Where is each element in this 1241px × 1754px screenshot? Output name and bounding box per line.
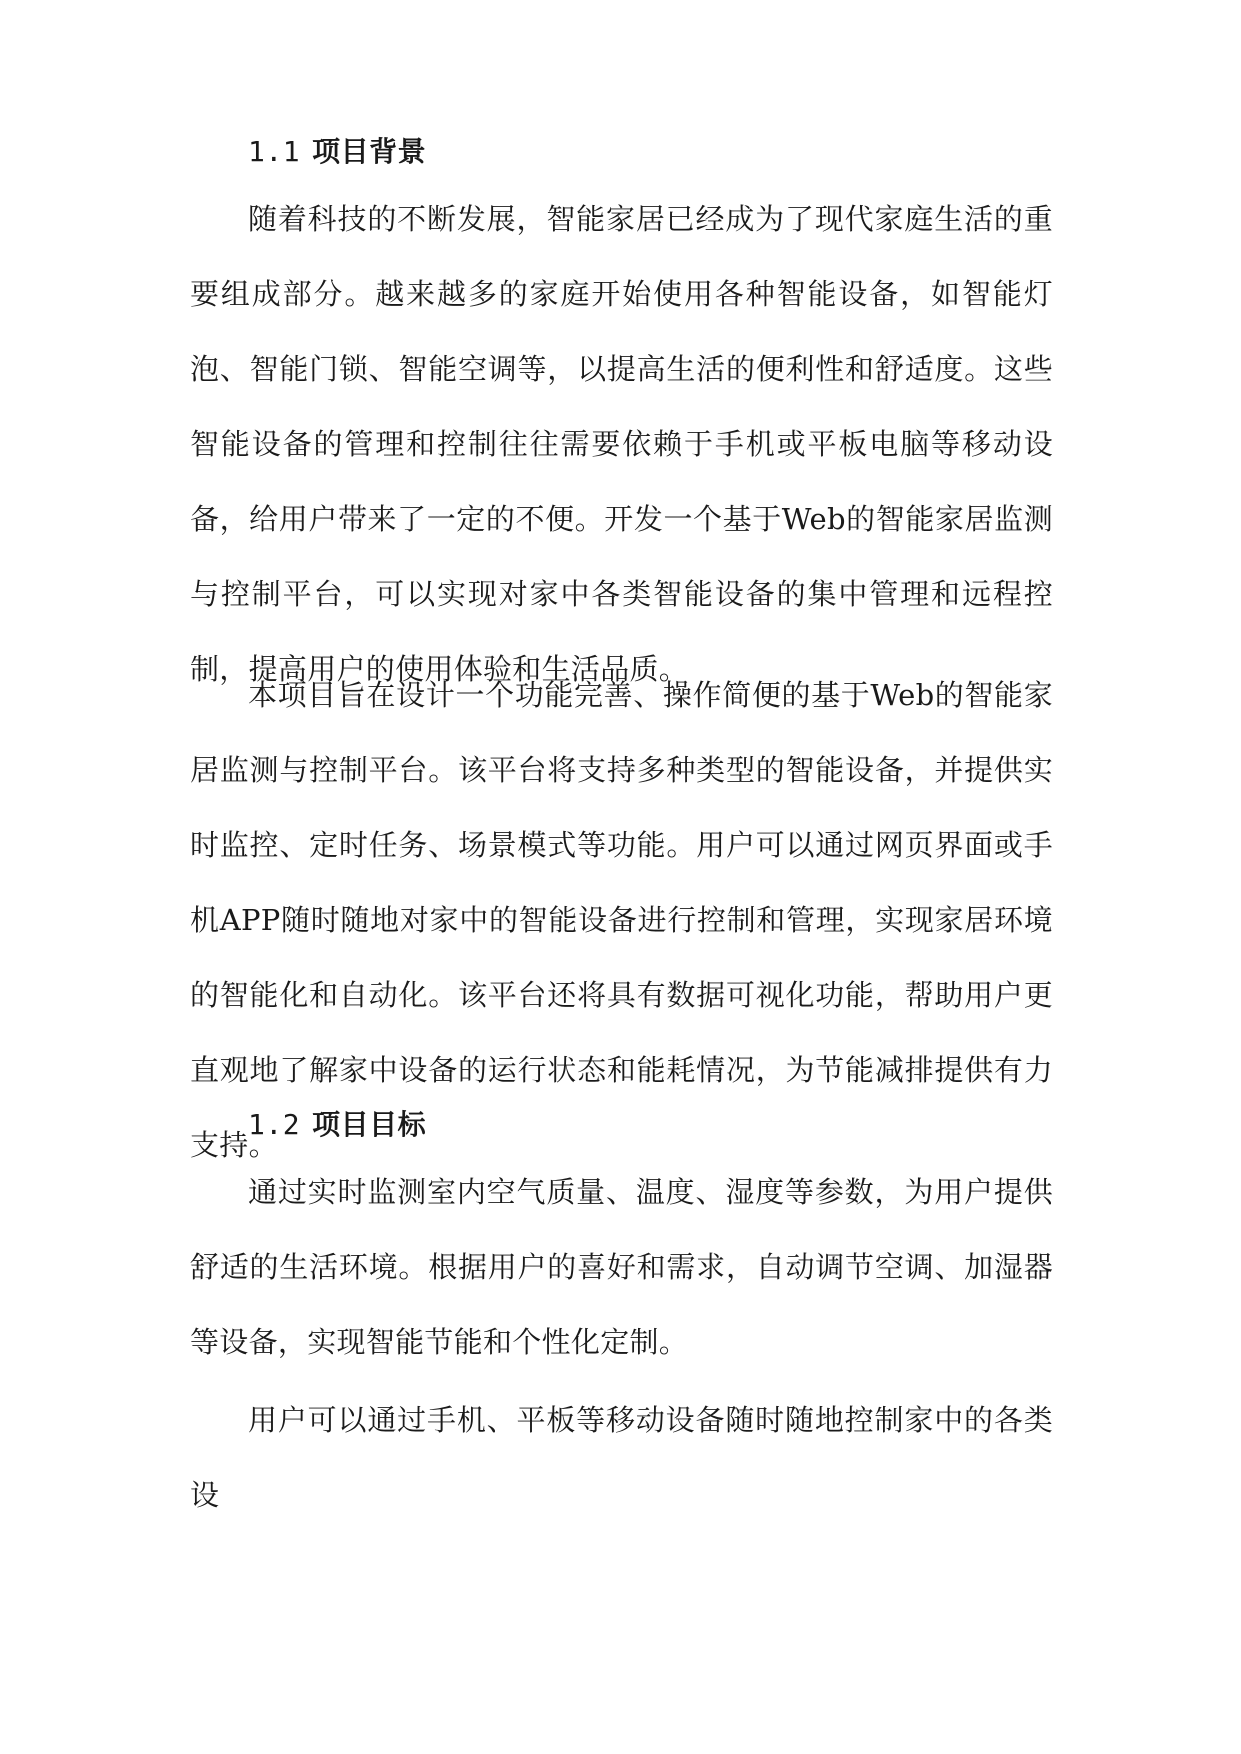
- section-number: 1.2: [248, 1108, 301, 1141]
- section-heading-1-1: [248, 135, 426, 169]
- section-number: 1.1: [248, 135, 301, 168]
- paragraph-goal-2: 用户可以通过手机、平板等移动设备随时随地控制家中的各类设: [190, 1403, 1053, 1512]
- section-title: 项目目标: [312, 1108, 427, 1141]
- paragraph-goal-1: 通过实时监测室内空气质量、温度、湿度等参数，为用户提供舒适的生活环境。根据用户的喜好和需求，自动调节空调、加湿器等设备，实现智能节能和个性化定制。: [190, 1175, 1053, 1359]
- paragraph-background-2: 本项目旨在设计一个功能完善、操作简便的基于Web的智能家居监测与控制平台。该平台将支持多种类型的智能设备，并提供实时监控、定时任务、场景模式等功能。用户可以通过网页界面或手机APP随时随地对家中的智能设备进行控制和管理，实现家居环境的智能化和自动化。该平台还将具有数据可视化功能，帮助用户更直观地了解家中设备的运行状态和能耗情况，为节能减排提供有力支持。: [190, 678, 1053, 1162]
- section-title: 项目背景: [312, 135, 427, 168]
- section-heading-1-2: [248, 1108, 426, 1142]
- paragraph-background-1: 随着科技的不断发展，智能家居已经成为了现代家庭生活的重要组成部分。越来越多的家庭开始使用各种智能设备，如智能灯泡、智能门锁、智能空调等，以提高生活的便利性和舒适度。这些智能设备的管理和控制往往需要依赖于手机或平板电脑等移动设备，给用户带来了一定的不便。开发一个基于Web的智能家居监测与控制平台，可以实现对家中各类智能设备的集中管理和远程控制，提高用户的使用体验和生活品质。: [190, 202, 1053, 686]
